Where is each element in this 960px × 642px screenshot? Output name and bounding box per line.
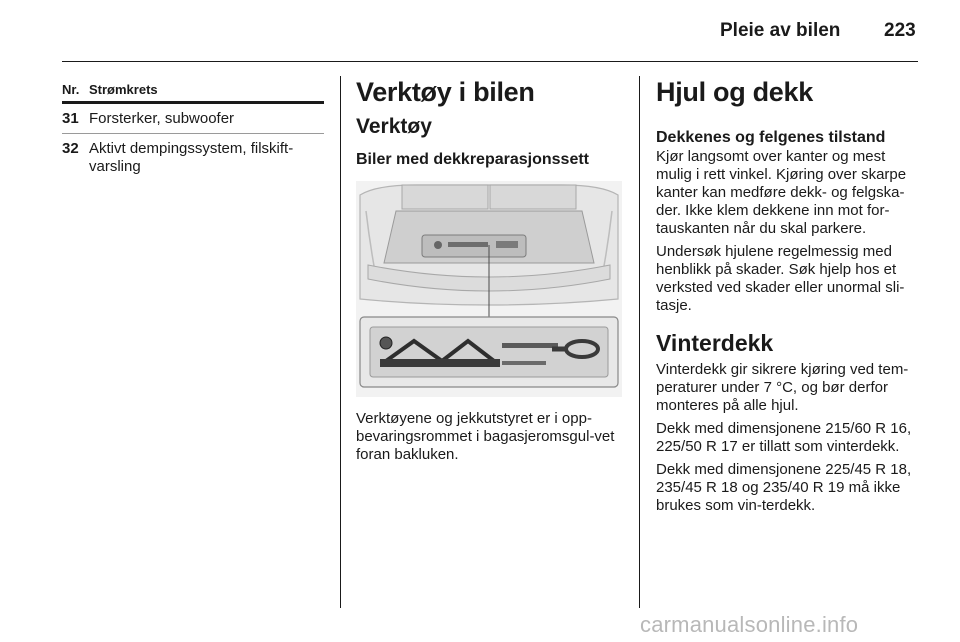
fuse-number: 31 xyxy=(62,110,79,127)
fuse-table-header xyxy=(62,76,324,104)
condition-paragraph-1: Kjør langsomt over kanter og mest mulig i rett vinkel. Kjøring over skarpe kanter kan medføre dekk- og felgska-der. Ikke klem dekkene inn mot for-tauskanten når du skal parkere. xyxy=(656,148,907,237)
fuse-table-header-nr: Nr. xyxy=(62,82,80,97)
tools-heading: Verktøy i bilen xyxy=(356,77,535,107)
wheels-section xyxy=(656,76,920,515)
winter-paragraph-3: Dekk med dimensjonene 225/45 R 18, 235/45 R 18 og 235/40 R 19 må ikke brukes som vin-terdekk. xyxy=(656,461,912,514)
condition-heading: Dekkenes og felgenes tilstand xyxy=(656,129,886,146)
fuse-table-header-circuit: Strømkrets xyxy=(89,82,158,97)
watermark-link[interactable]: carmanualsonline.info xyxy=(640,612,859,637)
winter-paragraph-2: Dekk med dimensjonene 215/60 R 16, 225/50 R 17 er tillatt som vinterdekk. xyxy=(656,420,912,455)
fuse-circuit: Aktivt dempingssystem, filskift-varsling xyxy=(89,140,294,175)
fuse-circuit: Forsterker, subwoofer xyxy=(89,110,235,127)
tools-subsubheading: Biler med dekkreparasjonssett xyxy=(356,151,589,168)
winter-heading: Vinterdekk xyxy=(656,330,774,356)
fuse-number: 32 xyxy=(62,140,79,157)
column-divider-1 xyxy=(340,76,341,608)
car-trunk-toolkit-illustration xyxy=(356,181,622,397)
fuse-table xyxy=(62,76,324,181)
header-rule xyxy=(62,61,918,62)
table-row xyxy=(62,104,324,134)
page-number: 223 xyxy=(884,20,916,41)
tools-caption: Verktøyene og jekkutstyret er i opp-bevaringsrommet i bagasjeromsgul-vet foran bakluken. xyxy=(356,410,615,463)
tools-subheading: Verktøy xyxy=(356,115,432,138)
winter-paragraph-1: Vinterdekk gir sikrere kjøring ved tem-peraturer under 7 °C, og bør derfor monteres på alle hjul. xyxy=(656,361,909,414)
condition-paragraph-2: Undersøk hjulene regelmessig med henblikk på skader. Søk hjelp hos et verksted ved skader eller unormal sli-tasje. xyxy=(656,243,905,314)
wheels-heading: Hjul og dekk xyxy=(656,77,813,107)
tools-section xyxy=(356,76,621,170)
page-header-title: Pleie av bilen xyxy=(720,20,841,41)
column-divider-2 xyxy=(639,76,640,608)
table-row xyxy=(62,134,324,181)
